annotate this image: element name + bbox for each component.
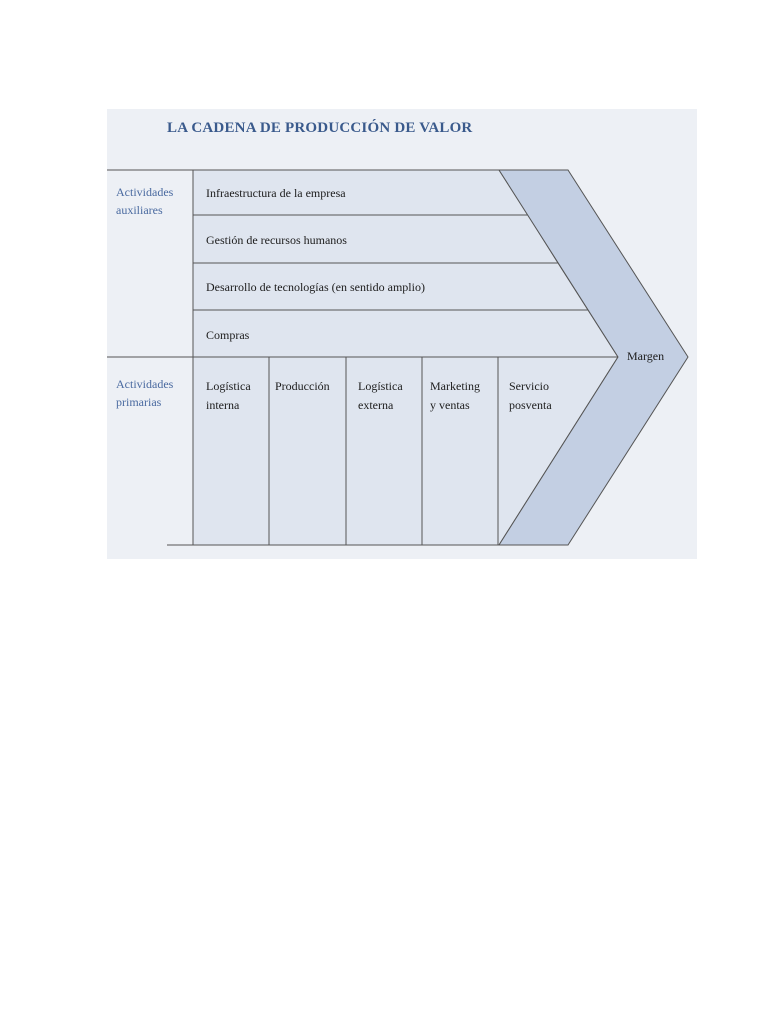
value-chain-svg (107, 109, 697, 559)
primary-label-logistica-interna: Logística interna (206, 379, 251, 412)
support-label-infraestructura: Infraestructura de la empresa (206, 186, 346, 200)
support-label-compras: Compras (206, 328, 250, 342)
support-label-tecnologias: Desarrollo de tecnologías (en sentido amplio) (206, 280, 425, 294)
diagram-title: LA CADENA DE PRODUCCIÓN DE VALOR (167, 120, 473, 136)
margin-label: Margen (627, 349, 665, 363)
value-chain-figure (107, 109, 697, 559)
section-label-primary: Actividades primarias (116, 377, 174, 409)
support-row-compras (193, 310, 618, 357)
primary-label-logistica-externa: Logística externa (358, 379, 403, 412)
primary-label-marketing: Marketing y ventas (430, 379, 480, 412)
support-label-recursos-humanos: Gestión de recursos humanos (206, 233, 347, 247)
section-label-auxiliary: Actividades auxiliares (116, 185, 174, 217)
primary-label-servicio: Servicio posventa (509, 379, 552, 412)
primary-label-produccion: Producción (275, 379, 330, 393)
